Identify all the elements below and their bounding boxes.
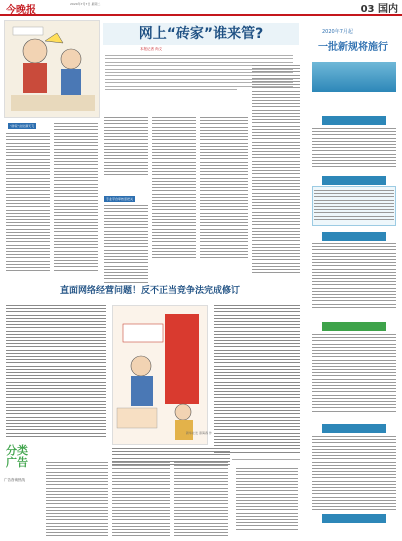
bottom-cartoon-image — [112, 305, 208, 445]
sidebar-text-5 — [312, 436, 396, 513]
sidebar-text-1 — [312, 128, 396, 169]
question-box-1: “砖家”言论满天飞 — [10, 124, 35, 128]
sidebar-section-bar-4 — [322, 322, 386, 331]
top-headline: 网上“砖家”谁来管? — [138, 26, 264, 42]
top-body-col-6 — [252, 65, 300, 275]
sidebar-section-bar-3 — [322, 232, 386, 241]
top-body-col-5 — [200, 117, 248, 260]
sidebar-section-bar-6 — [322, 514, 386, 523]
sidebar-section-bar-5 — [322, 424, 386, 433]
top-body-col-1 — [6, 133, 50, 273]
sidebar-banner-image — [312, 62, 396, 92]
classified-col-2 — [112, 462, 170, 539]
date-line: 2020年7月7日 星期二 — [70, 2, 101, 6]
classified-title: 分类广告 — [6, 444, 28, 469]
top-headline-box — [103, 23, 299, 45]
classified-col-1 — [46, 462, 108, 539]
bottom-right-text — [236, 468, 298, 532]
question-box-2: 专业平台审核需把关 — [106, 197, 134, 201]
bottom-body-col-3 — [214, 305, 300, 455]
bottom-cartoon-caption: 新华社发 商海春 作 — [186, 431, 212, 435]
top-cartoon-image — [4, 20, 100, 118]
top-body-col-3 — [104, 117, 148, 178]
sidebar-section-bar-1 — [322, 116, 386, 125]
bottom-headline: 直面网络经营问题！反不正当竞争法完成修订 — [60, 286, 241, 296]
sidebar-date: 2020年7月起 — [322, 29, 353, 35]
sidebar-section-bar-2 — [322, 176, 386, 185]
masthead — [0, 0, 402, 16]
sidebar-text-4 — [312, 334, 396, 414]
top-body-col-4 — [152, 117, 196, 260]
top-body-col-2 — [54, 123, 98, 273]
sidebar-text-2 — [314, 190, 394, 222]
sidebar-title: 一批新规将施行 — [318, 42, 388, 53]
top-body-col-3b — [104, 205, 148, 285]
bottom-headline-box — [60, 285, 240, 298]
top-byline: 本报记者 尚文 — [140, 47, 163, 51]
sidebar-text-3 — [312, 243, 396, 310]
classified-col-3 — [174, 462, 228, 539]
classified-phone: 广告咨询热线 — [4, 478, 25, 482]
newspaper-logo: 今晚报 — [6, 5, 36, 16]
page-number: 03 国内 — [360, 4, 398, 15]
bottom-body-col-1 — [6, 305, 106, 439]
